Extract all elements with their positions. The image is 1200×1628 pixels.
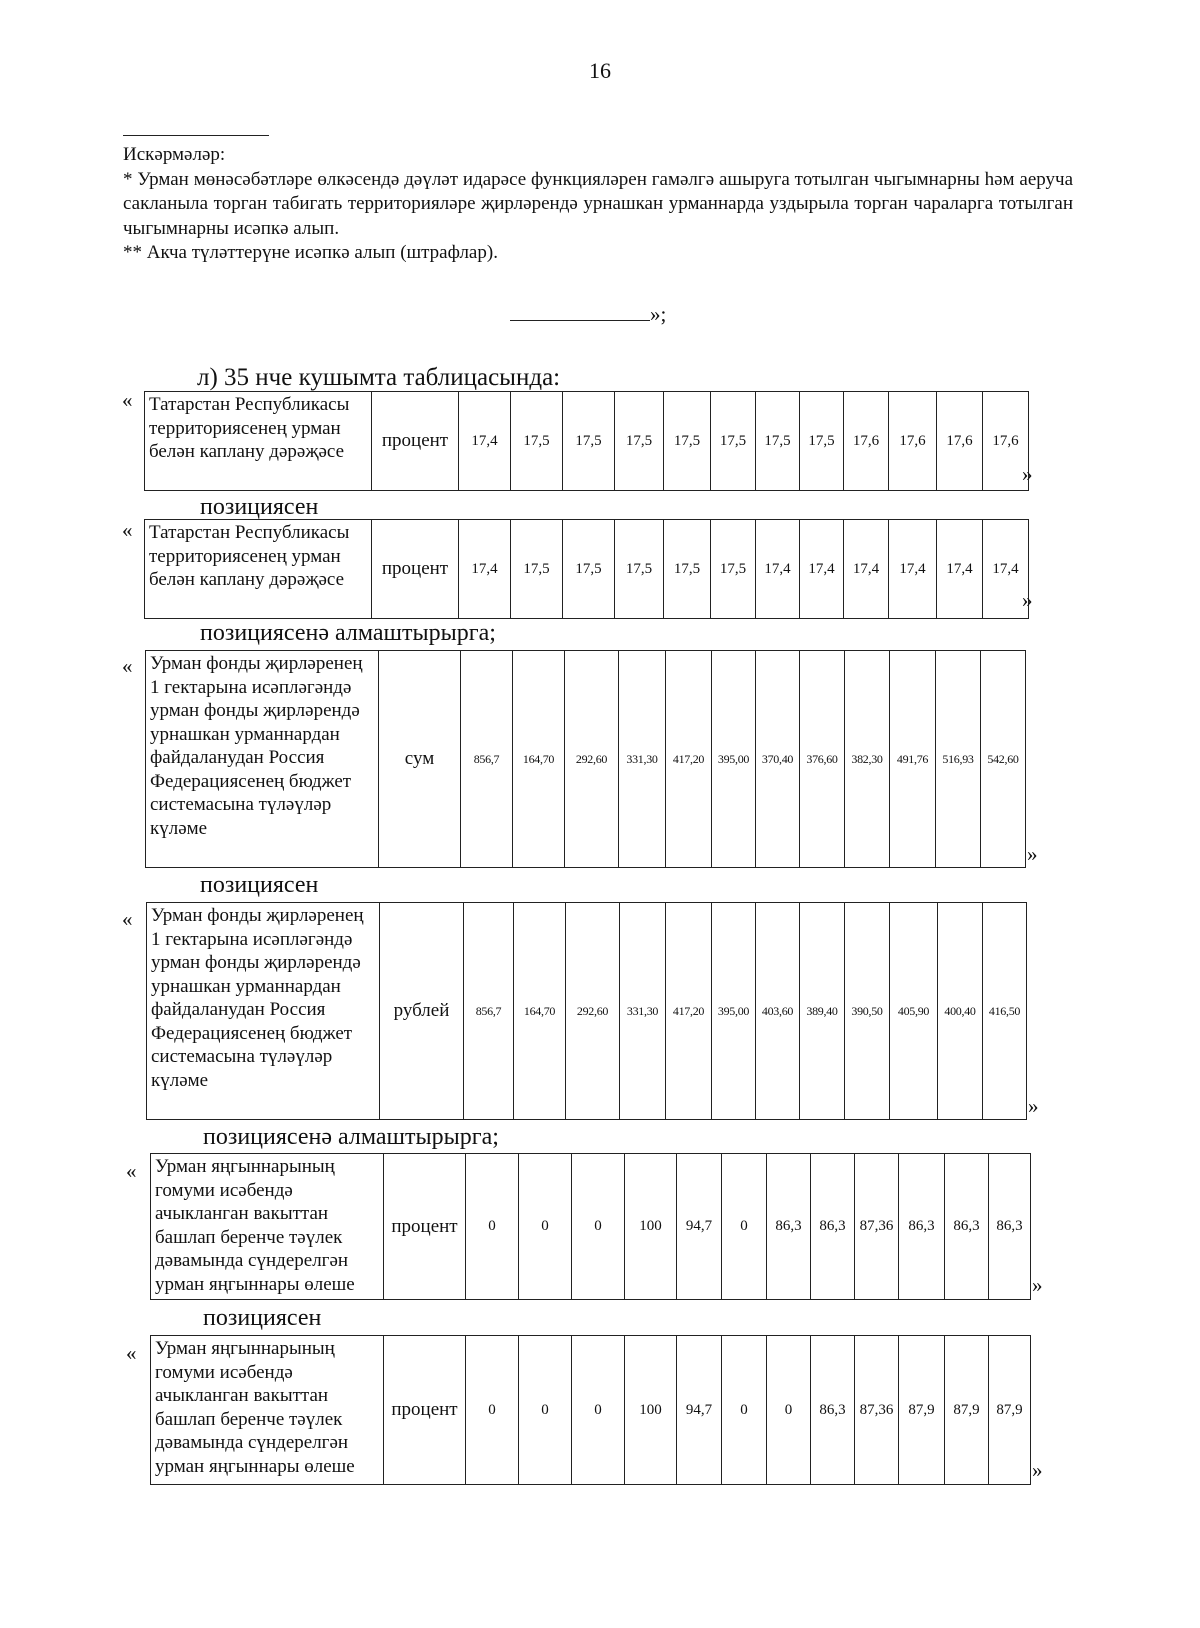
value-cell: 403,60 bbox=[756, 903, 800, 1120]
value-cell: 17,6 bbox=[937, 392, 983, 491]
value-cell: 87,9 bbox=[899, 1336, 945, 1485]
indicator-table-4 bbox=[146, 902, 1027, 1120]
footnotes bbox=[123, 143, 1073, 266]
value-cell: 0 bbox=[519, 1154, 572, 1300]
block-caption: позициясен bbox=[200, 494, 319, 520]
open-quote: « bbox=[122, 907, 133, 931]
value-cell: 417,20 bbox=[666, 651, 712, 868]
value-cell: 0 bbox=[466, 1154, 519, 1300]
footnote-2: ** Акча түләттерүне исәпкә алып (штрафлар). bbox=[123, 242, 498, 263]
close-quote: » bbox=[1022, 588, 1033, 612]
value-cell: 86,3 bbox=[811, 1336, 855, 1485]
value-cell: 17,4 bbox=[983, 520, 1029, 619]
value-cell: 491,76 bbox=[890, 651, 936, 868]
table-row bbox=[145, 392, 1029, 491]
value-cell: 17,5 bbox=[711, 520, 756, 619]
value-cell: 395,00 bbox=[712, 651, 756, 868]
value-cell: 405,90 bbox=[890, 903, 938, 1120]
value-cell: 17,4 bbox=[844, 520, 889, 619]
value-cell: 86,3 bbox=[767, 1154, 811, 1300]
value-cell: 0 bbox=[572, 1154, 625, 1300]
value-cell: 100 bbox=[625, 1336, 677, 1485]
indicator-table-2 bbox=[144, 519, 1029, 619]
indicator-table-6 bbox=[150, 1335, 1031, 1485]
value-cell: 292,60 bbox=[565, 651, 619, 868]
value-cell: 17,4 bbox=[459, 520, 511, 619]
value-cell: 94,7 bbox=[677, 1336, 722, 1485]
table-row bbox=[146, 651, 1026, 868]
indicator-name: Урман яңгыннарының гомуми исәбендә ачыкланган вакыттан башлап беренче тәүлек дәвамында сүндерелгән урман яңгыннары өлеше bbox=[151, 1154, 384, 1300]
value-cell: 164,70 bbox=[514, 903, 566, 1120]
table-row bbox=[151, 1154, 1031, 1300]
value-cell: 370,40 bbox=[756, 651, 800, 868]
value-cell: 17,5 bbox=[756, 392, 800, 491]
section-heading: л) 35 нче кушымта таблицасында: bbox=[197, 364, 561, 391]
close-quote: » bbox=[1027, 842, 1038, 866]
unit-cell: процент bbox=[384, 1336, 466, 1485]
value-cell: 17,6 bbox=[844, 392, 889, 491]
value-cell: 0 bbox=[767, 1336, 811, 1485]
value-cell: 17,4 bbox=[800, 520, 844, 619]
footnotes-title: Искәрмәләр: bbox=[123, 144, 226, 165]
indicator-name: Урман яңгыннарының гомуми исәбендә ачыкланган вакыттан башлап беренче тәүлек дәвамында сүндерелгән урман яңгыннары өлеше bbox=[151, 1336, 384, 1485]
indicator-name: Татарстан Республикасы территориясенең урман белән каплану дәрәҗәсе bbox=[145, 520, 372, 619]
block-caption: позициясен bbox=[200, 872, 319, 898]
value-cell: 86,3 bbox=[989, 1154, 1031, 1300]
value-cell: 164,70 bbox=[513, 651, 565, 868]
value-cell: 416,50 bbox=[983, 903, 1027, 1120]
unit-cell: процент bbox=[372, 392, 459, 491]
open-quote: « bbox=[122, 654, 133, 678]
value-cell: 0 bbox=[722, 1336, 767, 1485]
value-cell: 87,36 bbox=[855, 1336, 899, 1485]
value-cell: 516,93 bbox=[936, 651, 981, 868]
value-cell: 0 bbox=[519, 1336, 572, 1485]
value-cell: 17,6 bbox=[889, 392, 937, 491]
value-cell: 17,5 bbox=[664, 392, 711, 491]
value-cell: 17,5 bbox=[711, 392, 756, 491]
value-cell: 17,4 bbox=[937, 520, 983, 619]
value-cell: 382,30 bbox=[845, 651, 890, 868]
value-cell: 17,5 bbox=[615, 392, 664, 491]
table-row bbox=[151, 1336, 1031, 1485]
closing-line bbox=[510, 300, 666, 327]
table-row bbox=[147, 903, 1027, 1120]
table-row bbox=[145, 520, 1029, 619]
value-cell: 87,9 bbox=[945, 1336, 989, 1485]
value-cell: 17,5 bbox=[800, 392, 844, 491]
value-cell: 390,50 bbox=[845, 903, 890, 1120]
value-cell: 17,5 bbox=[664, 520, 711, 619]
value-cell: 17,6 bbox=[983, 392, 1029, 491]
value-cell: 94,7 bbox=[677, 1154, 722, 1300]
page-number: 16 bbox=[589, 58, 611, 83]
value-cell: 17,5 bbox=[563, 392, 615, 491]
value-cell: 542,60 bbox=[981, 651, 1026, 868]
value-cell: 0 bbox=[466, 1336, 519, 1485]
value-cell: 17,5 bbox=[511, 392, 563, 491]
value-cell: 86,3 bbox=[945, 1154, 989, 1300]
closing-quote: »; bbox=[650, 302, 667, 326]
open-quote: « bbox=[122, 388, 133, 412]
indicator-name: Татарстан Республикасы территориясенең урман белән каплану дәрәҗәсе bbox=[145, 392, 372, 491]
value-cell: 400,40 bbox=[938, 903, 983, 1120]
value-cell: 292,60 bbox=[566, 903, 620, 1120]
value-cell: 87,9 bbox=[989, 1336, 1031, 1485]
open-quote: « bbox=[126, 1341, 137, 1365]
close-quote: » bbox=[1028, 1094, 1039, 1118]
indicator-name: Урман фонды җирләренең 1 гектарына исәпләгәндә урман фонды җирләрендә урнашкан урманнардан файдаланудан Россия Федерациясенең бюджет системасына түләүләр күләме bbox=[147, 903, 380, 1120]
value-cell: 17,4 bbox=[889, 520, 937, 619]
block-caption: позициясенә алмаштырырга; bbox=[203, 1124, 499, 1150]
unit-cell: сум bbox=[379, 651, 461, 868]
value-cell: 0 bbox=[722, 1154, 767, 1300]
value-cell: 86,3 bbox=[811, 1154, 855, 1300]
unit-cell: процент bbox=[372, 520, 459, 619]
unit-cell: рублей bbox=[380, 903, 464, 1120]
value-cell: 331,30 bbox=[620, 903, 666, 1120]
footnote-1: * Урман мөнәсәбәтләре өлкәсендә дәүләт идарәсе функцияләрен гамәлгә ашыруга тотылган чыгымнарны һәм аеруча сакланыла торган табигать территорияләре җирләрендә урнашкан урманнарда уздырыла торган чараларга тотылган чыгымнарны исәпкә алып. bbox=[123, 168, 1073, 239]
block-caption: позициясен bbox=[203, 1305, 322, 1331]
underscore-line bbox=[510, 300, 650, 321]
value-cell: 856,7 bbox=[464, 903, 514, 1120]
block-caption: позициясенә алмаштырырга; bbox=[200, 620, 496, 646]
value-cell: 17,5 bbox=[563, 520, 615, 619]
indicator-name: Урман фонды җирләренең 1 гектарына исәпләгәндә урман фонды җирләрендә урнашкан урманнардан файдаланудан Россия Федерациясенең бюджет системасына түләүләр күләме bbox=[146, 651, 379, 868]
value-cell: 87,36 bbox=[855, 1154, 899, 1300]
value-cell: 17,4 bbox=[756, 520, 800, 619]
indicator-table-5 bbox=[150, 1153, 1031, 1300]
indicator-table-3 bbox=[145, 650, 1026, 868]
value-cell: 86,3 bbox=[899, 1154, 945, 1300]
value-cell: 331,30 bbox=[619, 651, 666, 868]
value-cell: 17,5 bbox=[615, 520, 664, 619]
unit-cell: процент bbox=[384, 1154, 466, 1300]
value-cell: 17,4 bbox=[459, 392, 511, 491]
value-cell: 417,20 bbox=[666, 903, 712, 1120]
value-cell: 395,00 bbox=[712, 903, 756, 1120]
value-cell: 389,40 bbox=[800, 903, 845, 1120]
value-cell: 100 bbox=[625, 1154, 677, 1300]
indicator-table-1 bbox=[144, 391, 1029, 491]
value-cell: 0 bbox=[572, 1336, 625, 1485]
open-quote: « bbox=[126, 1159, 137, 1183]
open-quote: « bbox=[122, 518, 133, 542]
value-cell: 856,7 bbox=[461, 651, 513, 868]
close-quote: » bbox=[1032, 1273, 1043, 1297]
value-cell: 17,5 bbox=[511, 520, 563, 619]
value-cell: 376,60 bbox=[800, 651, 845, 868]
close-quote: » bbox=[1032, 1458, 1043, 1482]
footnote-separator bbox=[123, 135, 269, 136]
close-quote: » bbox=[1022, 462, 1033, 486]
